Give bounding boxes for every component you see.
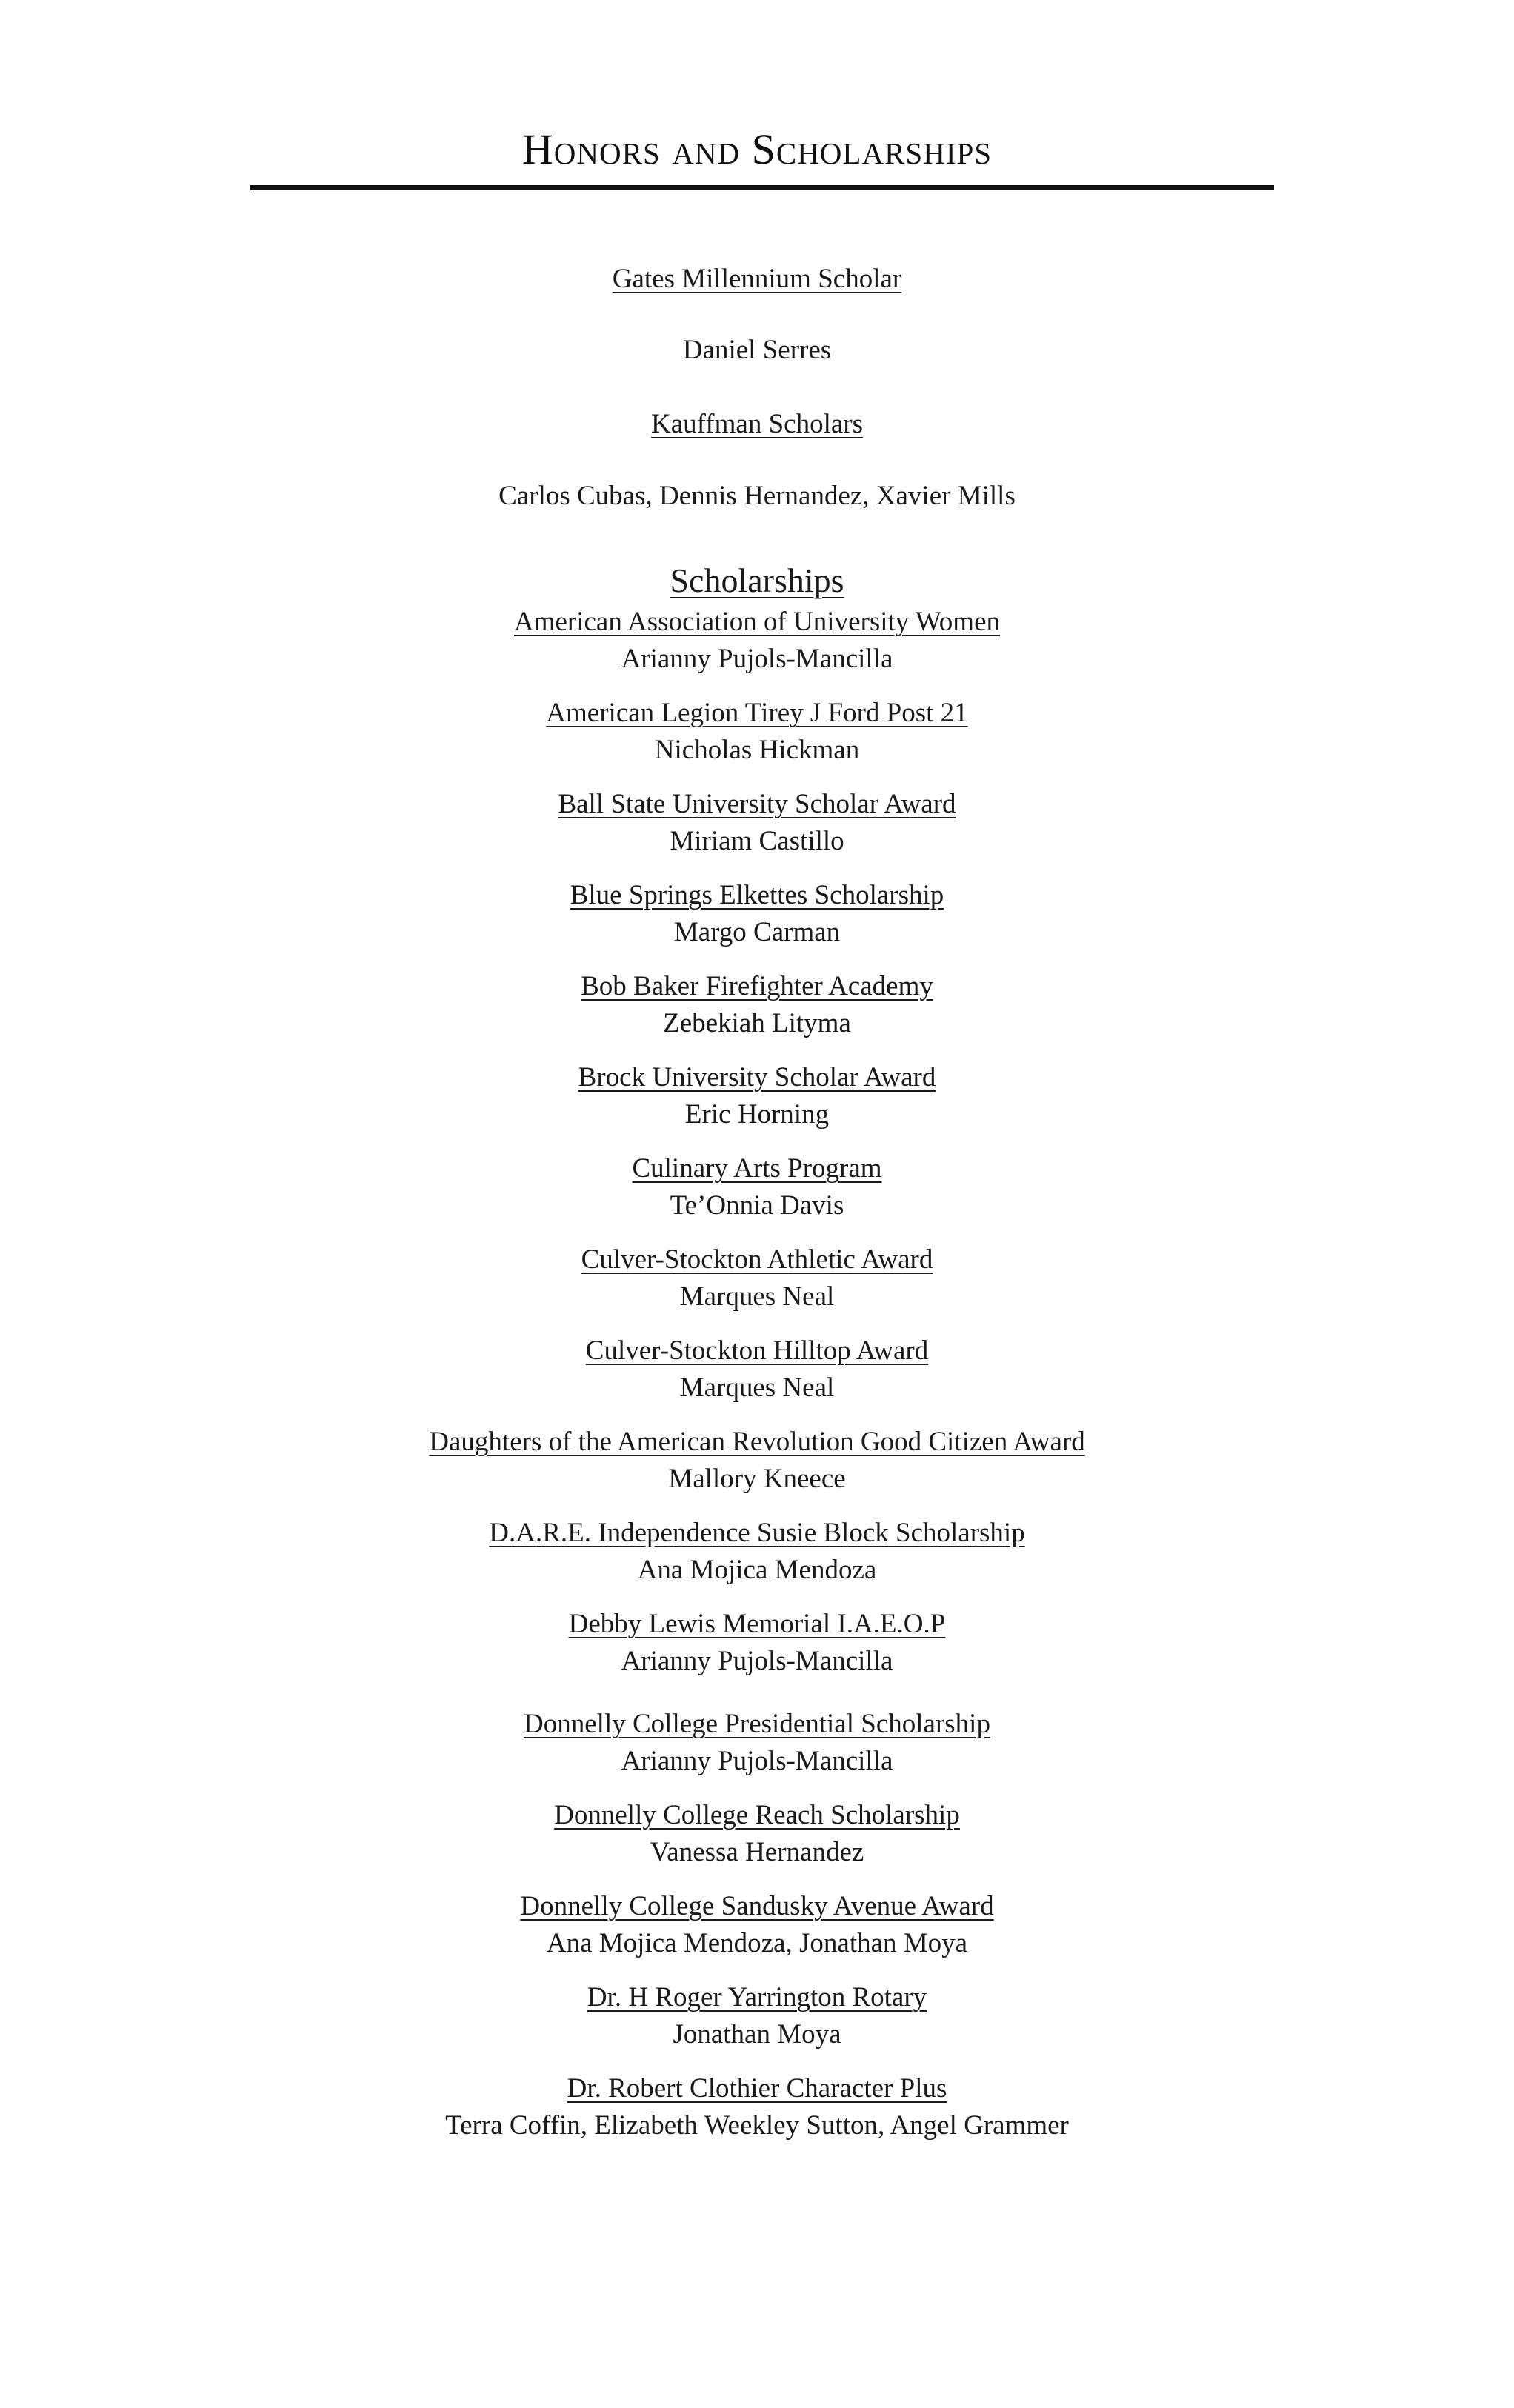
recipient-names: Arianny Pujols-Mancilla [621,1746,893,1776]
honor-entry [0,261,1514,298]
award-name: Kauffman Scholars [651,409,863,439]
recipient-names: Terra Coffin, Elizabeth Weekley Sutton, Angel Grammer [445,2110,1069,2141]
award-name: Donnelly College Sandusky Avenue Award [520,1891,994,1921]
award-name: Donnelly College Reach Scholarship [554,1800,960,1830]
recipient-names: Vanessa Hernandez [650,1837,864,1867]
award-name: American Legion Tirey J Ford Post 21 [546,698,968,728]
award-name: Ball State University Scholar Award [558,789,956,819]
scholarship-entry [0,1706,1514,1780]
award-name: Dr. H Roger Yarrington Rotary [587,1982,927,2012]
scholarship-entry [0,1424,1514,1498]
award-name: Daughters of the American Revolution Good Citizen Award [429,1427,1085,1457]
honor-entry [0,406,1514,443]
page-title: Honors and Scholarships [521,125,993,173]
recipient-names: Marques Neal [679,1373,835,1403]
recipient-names: Arianny Pujols-Mancilla [621,644,893,674]
recipient-names: Ana Mojica Mendoza, Jonathan Moya [546,1928,968,1958]
recipient-names: Te’Onnia Davis [670,1190,844,1221]
recipient-names: Arianny Pujols-Mancilla [621,1646,893,1676]
scholarship-entry [0,1606,1514,1680]
honor-recipients [0,478,1514,515]
recipient-names: Ana Mojica Mendoza [637,1555,877,1585]
scholarship-entry [0,1515,1514,1589]
award-name: Dr. Robert Clothier Character Plus [567,2073,947,2104]
award-name: American Association of University Women [513,607,1001,637]
recipient-names: Mallory Kneece [668,1464,846,1494]
award-name: D.A.R.E. Independence Susie Block Scholarship [489,1518,1025,1548]
recipient-names: Miriam Castillo [670,826,844,856]
award-name: Culinary Arts Program [632,1153,882,1184]
scholarship-entry [0,877,1514,951]
award-name: Debby Lewis Memorial I.A.E.O.P [568,1609,946,1639]
scholarship-entry [0,604,1514,678]
recipient-names: Daniel Serres [682,335,832,365]
scholarship-entry [0,1241,1514,1315]
recipient-names: Zebekiah Lityma [663,1008,851,1038]
scholarship-entry [0,786,1514,860]
award-name: Gates Millennium Scholar [612,264,902,294]
scholarship-entry [0,1150,1514,1224]
recipient-names: Nicholas Hickman [654,735,860,765]
recipient-names: Jonathan Moya [673,2019,841,2050]
scholarship-entry [0,1979,1514,2053]
award-name: Brock University Scholar Award [578,1062,936,1093]
scholarship-entry [0,968,1514,1042]
recipient-names: Eric Horning [684,1099,830,1130]
scholarships-heading: Scholarships [670,561,844,599]
award-name: Bob Baker Firefighter Academy [581,971,933,1001]
section-heading [0,560,1514,601]
recipient-names: Margo Carman [673,917,841,947]
recipient-names: Marques Neal [679,1281,835,1312]
award-name: Donnelly College Presidential Scholarship [524,1709,990,1739]
scholarship-entry [0,1333,1514,1407]
scholarship-entry [0,1888,1514,1962]
scholarship-entry [0,695,1514,769]
award-name: Culver-Stockton Athletic Award [581,1244,933,1275]
honor-recipients [0,332,1514,369]
scholarship-entry [0,2070,1514,2144]
award-name: Blue Springs Elkettes Scholarship [570,880,944,910]
scholarship-entry [0,1059,1514,1133]
title-rule [250,185,1274,190]
recipient-names: Carlos Cubas, Dennis Hernandez, Xavier Mills [498,481,1016,511]
award-name: Culver-Stockton Hilltop Award [585,1335,929,1366]
scholarship-entry [0,1797,1514,1871]
